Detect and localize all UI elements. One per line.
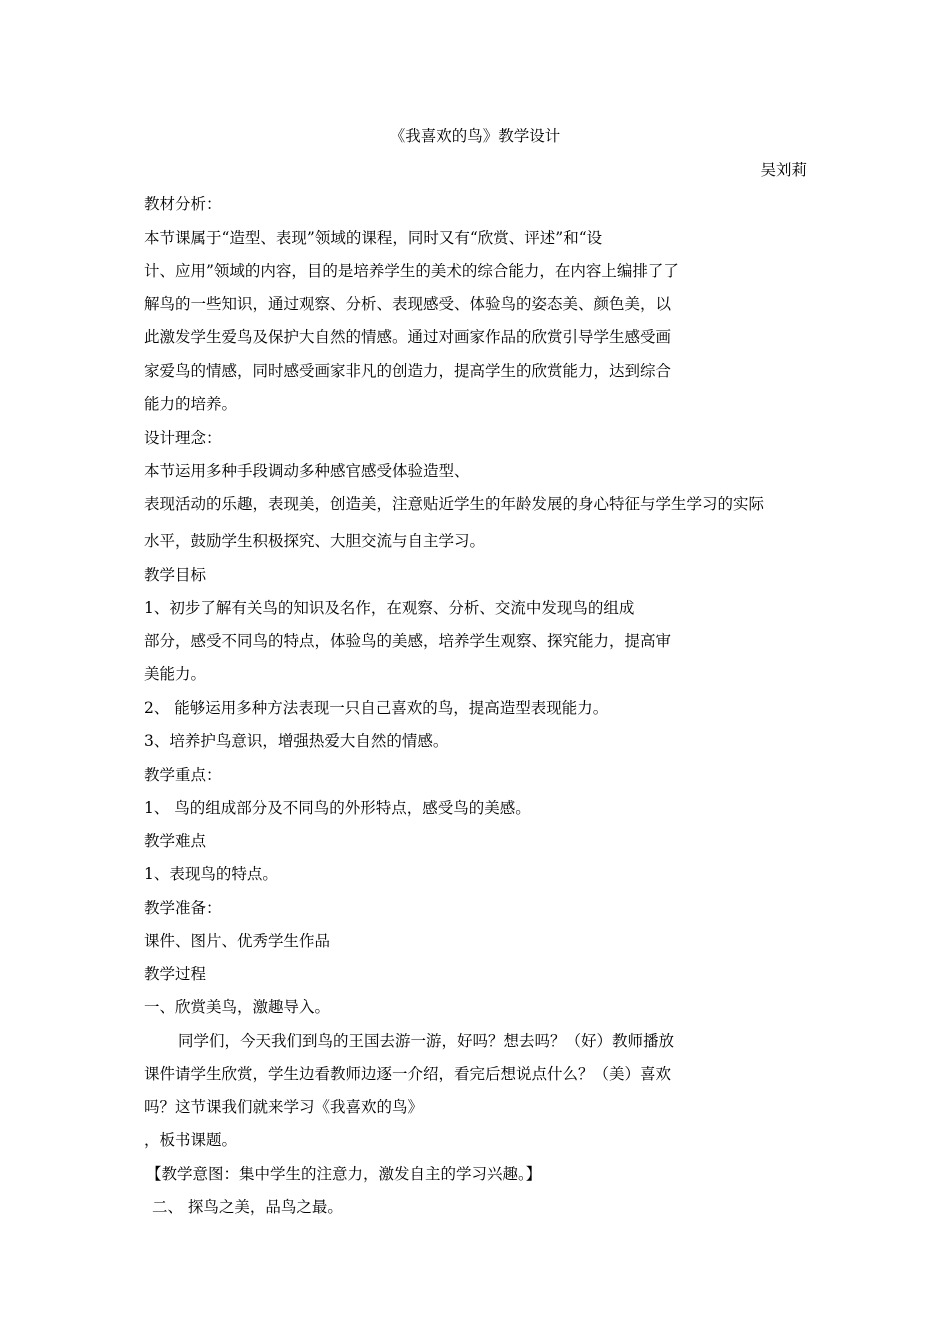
paragraph-line: 家爱鸟的情感，同时感受画家非凡的创造力，提高学生的欣赏能力，达到综合 xyxy=(144,362,672,380)
paragraph-line: 此激发学生爱鸟及保护大自然的情感。通过对画家作品的欣赏引导学生感受画 xyxy=(144,328,672,346)
list-item: 1、表现鸟的特点。 xyxy=(144,865,278,883)
paragraph-line: 美能力。 xyxy=(144,665,207,683)
subsection-heading: 二、 探鸟之美，品鸟之最。 xyxy=(152,1198,343,1216)
subsection-heading: 一、欣赏美鸟，激趣导入。 xyxy=(144,998,331,1016)
section-heading-key-points: 教学重点： xyxy=(144,766,222,784)
list-item: 3、培养护鸟意识，增强热爱大自然的情感。 xyxy=(144,732,449,750)
paragraph-line: 同学们，今天我们到鸟的王国去游一游，好吗？想去吗？（好）教师播放 xyxy=(178,1032,675,1050)
teaching-intent-note: 【教学意图：集中学生的注意力，激发自主的学习兴趣。】 xyxy=(146,1165,542,1183)
paragraph-line: 课件请学生欣赏，学生边看教师边逐一介绍，看完后想说点什么？（美）喜欢 xyxy=(144,1065,672,1083)
paragraph-line: 能力的培养。 xyxy=(144,395,238,413)
document-author: 吴刘莉 xyxy=(760,161,807,179)
paragraph-line: 本节课属于“造型、表现”领域的课程，同时又有“欣赏、评述”和“设 xyxy=(144,229,603,247)
section-heading-difficulties: 教学难点 xyxy=(144,832,207,850)
section-heading-objectives: 教学目标 xyxy=(144,566,207,584)
paragraph-line: 计、应用”领域的内容，目的是培养学生的美术的综合能力，在内容上编排了了 xyxy=(144,262,679,280)
section-heading-concept: 设计理念： xyxy=(144,429,222,447)
paragraph-line: 部分，感受不同鸟的特点，体验鸟的美感，培养学生观察、探究能力，提高审 xyxy=(144,632,672,650)
document-title: 《我喜欢的鸟》教学设计 xyxy=(389,127,561,145)
paragraph-line: 解鸟的一些知识，通过观察、分析、表现感受、体验鸟的姿态美、颜色美，以 xyxy=(144,295,672,313)
paragraph-line: 水平，鼓励学生积极探究、大胆交流与自主学习。 xyxy=(144,532,486,550)
paragraph-line: 吗？这节课我们就来学习《我喜欢的鸟》 xyxy=(144,1098,424,1116)
section-heading-materials: 教材分析： xyxy=(144,195,222,213)
list-item: 1、 鸟的组成部分及不同鸟的外形特点，感受鸟的美感。 xyxy=(144,799,531,817)
list-item: 2、 能够运用多种方法表现一只自己喜欢的鸟，提高造型表现能力。 xyxy=(144,699,609,717)
paragraph-line: 课件、图片、优秀学生作品 xyxy=(144,932,331,950)
section-heading-preparation: 教学准备： xyxy=(144,899,222,917)
paragraph-line: ，板书课题。 xyxy=(144,1131,238,1149)
section-heading-process: 教学过程 xyxy=(144,965,207,983)
paragraph-line: 本节运用多种手段调动多种感官感受体验造型、 xyxy=(144,462,470,480)
paragraph-line: 表现活动的乐趣，表现美，创造美，注意贴近学生的年龄发展的身心特征与学生学习的实际 xyxy=(144,495,765,513)
list-item: 1、初步了解有关鸟的知识及名作，在观察、分析、交流中发现鸟的组成 xyxy=(144,599,635,617)
